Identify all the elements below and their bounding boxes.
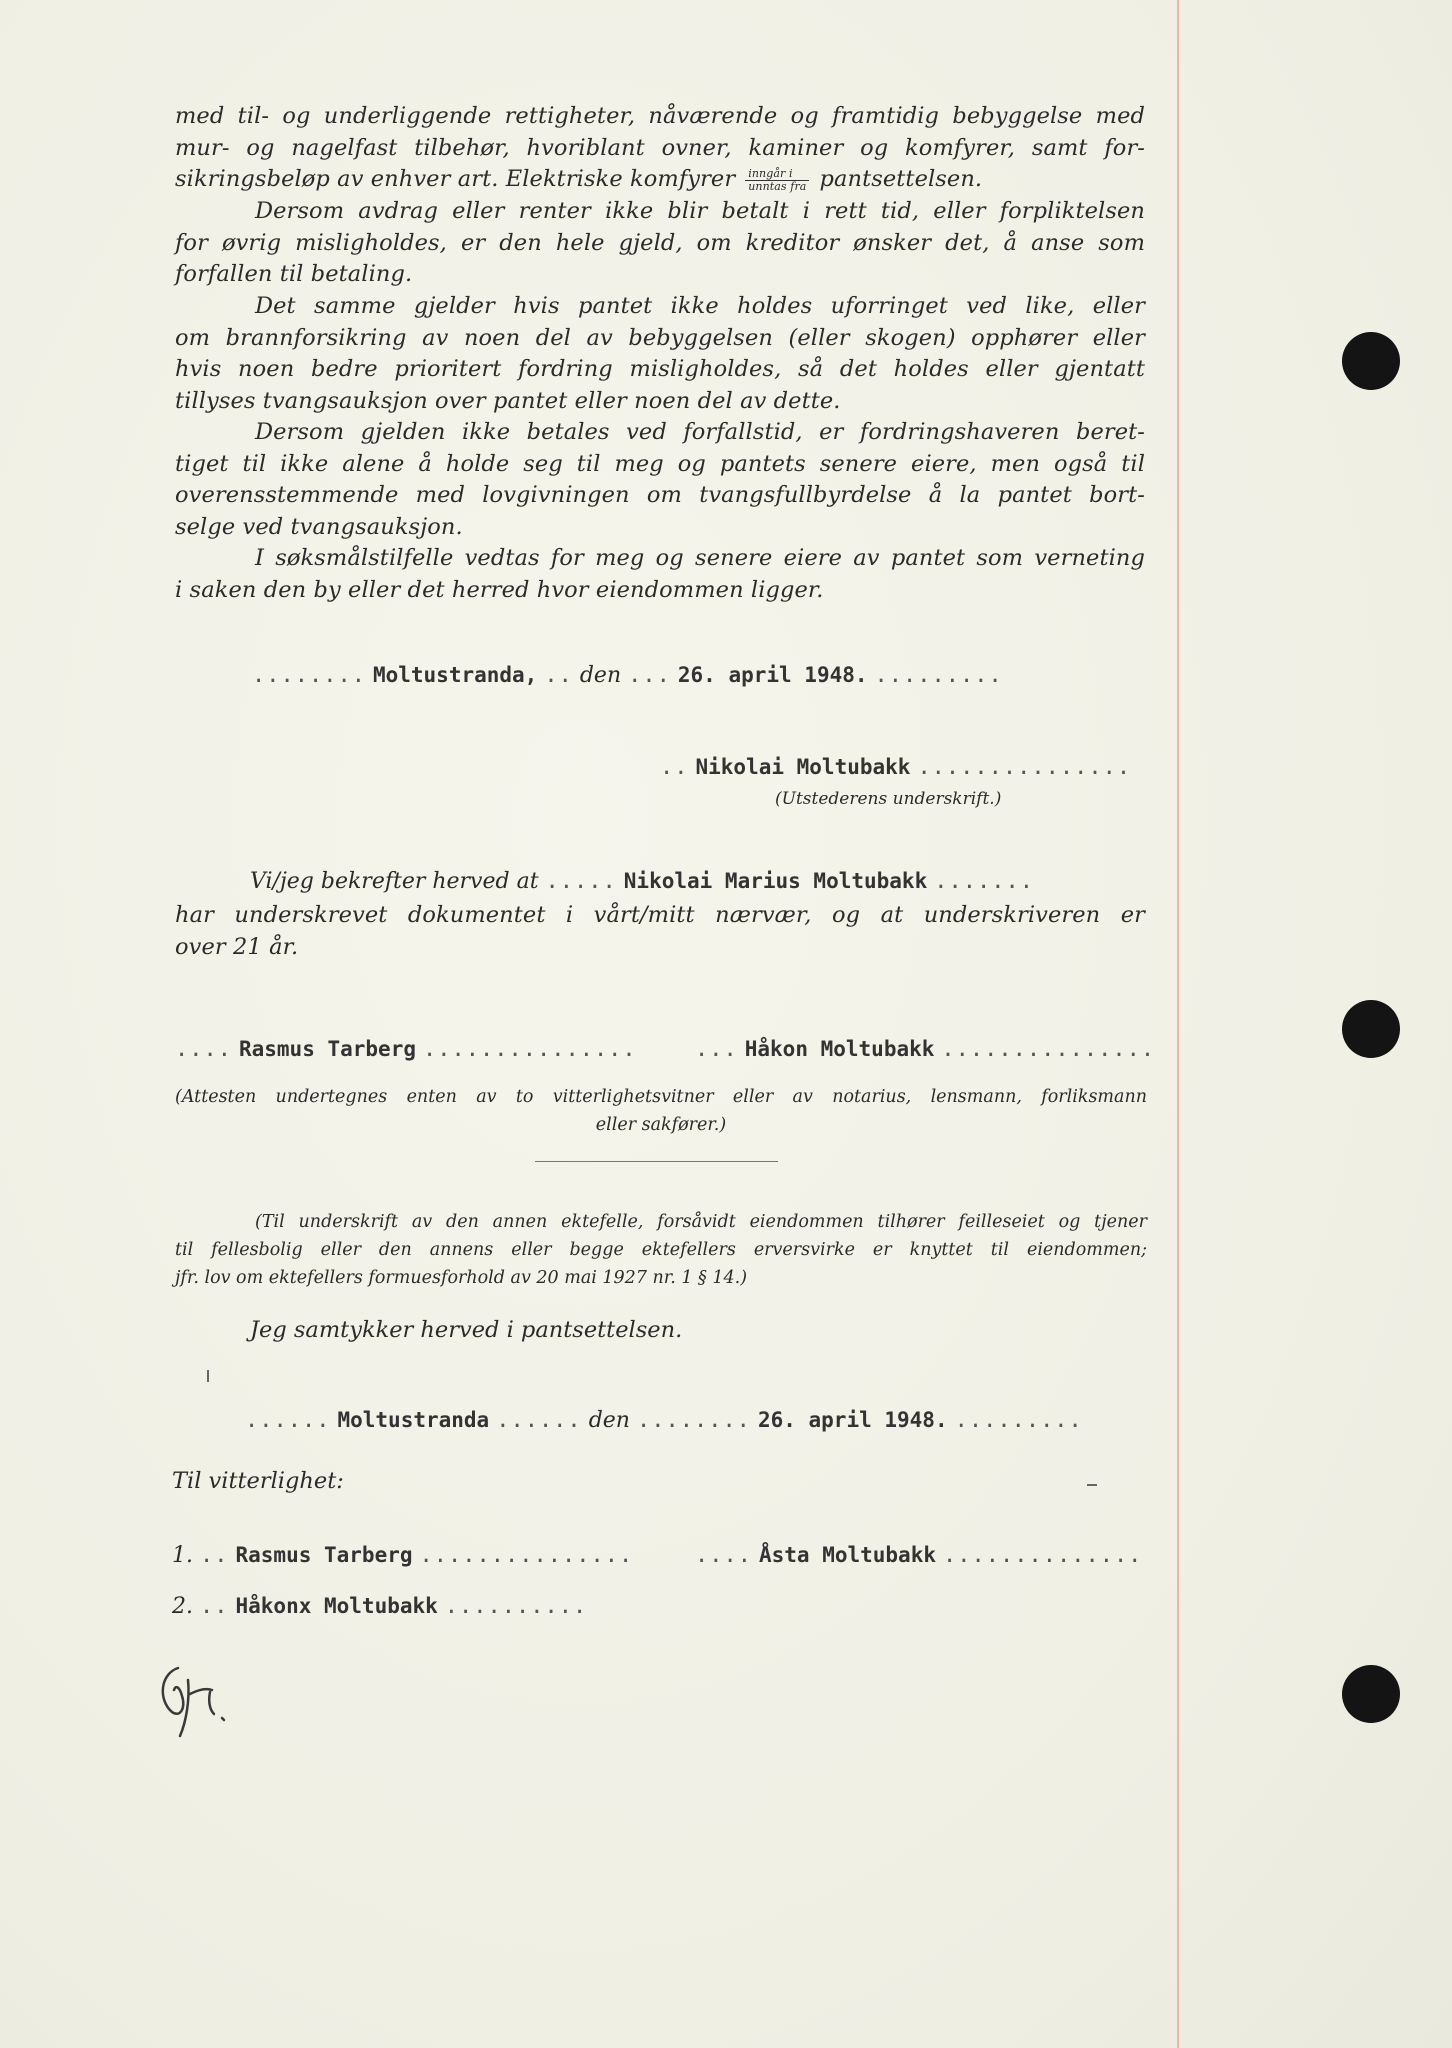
- text-line: i saken den by eller det herred hvor eiendommen ligger.: [175, 576, 824, 603]
- handwritten-initials: [150, 1660, 270, 1740]
- paragraph-default: [175, 196, 1145, 291]
- paragraph-enforcement: [175, 417, 1145, 543]
- issuer-signature-line: [660, 755, 1131, 780]
- witness-1-line: [175, 1037, 637, 1062]
- date-value: 26. april 1948.: [677, 663, 868, 687]
- item-number: 1.: [172, 1543, 193, 1568]
- attestation-item-2: [172, 1594, 587, 1619]
- fill-dots: ........: [636, 1408, 751, 1433]
- den-label-2: den: [588, 1408, 630, 1433]
- witness-2-name: Håkon Moltubakk: [744, 1037, 935, 1061]
- paragraph-maintenance: [175, 291, 1145, 417]
- text-line: tiget til ikke alene å holde seg til meg og pantets senere eiere, men også til: [175, 450, 1145, 477]
- signer-full-name: Nikolai Marius Moltubakk: [623, 869, 928, 893]
- fill-dots: ......: [245, 1408, 331, 1433]
- fill-dots: ..: [200, 1543, 229, 1568]
- fill-dots: .........: [954, 1408, 1083, 1433]
- note-line: til fellesbolig eller den annens eller begge ektefellers erversvirke er knyttet til eiendommen;: [175, 1240, 1147, 1260]
- text-segment: pantsettelsen.: [819, 166, 983, 192]
- text-line: [175, 164, 1145, 196]
- date-value-2: 26. april 1948.: [757, 1408, 948, 1432]
- fill-dots: ...............: [917, 755, 1132, 780]
- fill-dots: ..: [660, 755, 689, 780]
- spouse-note: [175, 1208, 1147, 1292]
- punch-hole: [1342, 332, 1400, 390]
- fill-dots: .......: [934, 869, 1034, 894]
- punch-hole: [1342, 1665, 1400, 1723]
- text-segment: sikringsbeløp av enhver art. Elektriske komfyrer: [175, 166, 736, 192]
- pencil-mark: [1087, 1484, 1097, 1486]
- text-line: overensstemmende med lovgivningen om tvangsfullbyrdelse å la pantet bort-: [175, 482, 1145, 508]
- den-label: den: [579, 663, 622, 688]
- fill-dots: ...: [628, 663, 671, 688]
- paragraph-venue: [175, 543, 1145, 606]
- text-line: mur- og nagelfast tilbehør, hvoriblant ovner, kaminer og komfyrer, samt for-: [175, 134, 1145, 161]
- confirmation-text: Vi/jeg bekrefter herved at: [250, 869, 539, 894]
- note-line: jfr. lov om ektefellers formuesforhold av 20 mai 1927 nr. 1 § 14.): [175, 1268, 748, 1288]
- witness-2-line: [695, 1037, 1155, 1062]
- note-line: (Attesten undertegnes enten av to vitterlighetsvitner eller av notarius, lensmann, forliksmann: [175, 1087, 1147, 1107]
- note-line: eller sakfører.): [595, 1115, 727, 1135]
- attestation-witness-2: Håkonx Moltubakk: [235, 1594, 438, 1618]
- confirmation-line: [250, 869, 1034, 894]
- place-date-line: [252, 663, 1003, 688]
- attestation-item-1: [172, 1543, 633, 1568]
- fill-dots: ....: [695, 1543, 752, 1568]
- fill-dots: .........: [874, 663, 1003, 688]
- fill-dots: ..: [544, 663, 573, 688]
- issuer-signature-caption: (Utstederens underskrift.): [775, 789, 1002, 809]
- text-line: Dersom gjelden ikke betales ved forfallstid, er fordringshaveren beret-: [255, 419, 1145, 445]
- attestation-witness-1: Rasmus Tarberg: [235, 1543, 413, 1567]
- place-value-2: Moltustranda: [337, 1408, 490, 1432]
- fill-dots: ......: [496, 1408, 582, 1433]
- section-separator: [535, 1161, 778, 1162]
- punch-hole: [1342, 1000, 1400, 1058]
- attestation-note: [175, 1083, 1147, 1139]
- consent-text: Jeg samtykker herved i pantsettelsen.: [250, 1317, 683, 1343]
- note-line: (Til underskrift av den annen ektefelle, forsåvidt eiendommen tilhører feilleseiet og tjener: [255, 1212, 1147, 1232]
- fill-dots: ...............: [419, 1543, 634, 1568]
- fill-dots: ...............: [941, 1037, 1156, 1062]
- fill-dots: ...: [695, 1037, 738, 1062]
- option-fraction: [745, 168, 809, 193]
- text-line: over 21 år.: [175, 933, 299, 960]
- fraction-bottom: unntas fra: [748, 179, 807, 193]
- text-line: Dersom avdrag eller renter ikke blir betalt i rett tid, eller forpliktelsen: [255, 198, 1145, 224]
- text-line: har underskrevet dokumentet i vårt/mitt nærvær, og at underskriveren er: [175, 902, 1145, 928]
- fill-dots: ..: [200, 1594, 229, 1619]
- spouse-name: Åsta Moltubakk: [758, 1543, 936, 1567]
- fill-dots: ..............: [943, 1543, 1143, 1568]
- text-line: tillyses tvangsauksjon over pantet eller noen del av dette.: [175, 387, 841, 414]
- fraction-top: inngår i: [745, 168, 809, 181]
- place-value: Moltustranda,: [372, 663, 538, 687]
- confirmation-paragraph: [175, 900, 1145, 963]
- text-line: forfallen til betaling.: [175, 261, 413, 287]
- text-line: Det samme gjelder hvis pantet ikke holdes uforringet ved like, eller: [255, 293, 1145, 319]
- issuer-name: Nikolai Moltubakk: [695, 755, 911, 779]
- text-line: for øvrig misligholdes, er den hele gjeld, om kreditor ønsker det, å anse som: [175, 229, 1145, 256]
- item-number: 2.: [172, 1594, 193, 1619]
- text-line: om brannforsikring av noen del av bebyggelsen (eller skogen) opphører eller: [175, 324, 1145, 351]
- spouse-signature-line: [695, 1543, 1142, 1568]
- witness-1-name: Rasmus Tarberg: [238, 1037, 416, 1061]
- attestation-label: Til vitterlighet:: [172, 1468, 344, 1494]
- fill-dots: ........: [252, 663, 366, 688]
- pencil-mark: [207, 1370, 209, 1382]
- fill-dots: ...............: [423, 1037, 637, 1062]
- fill-dots: ..........: [444, 1594, 588, 1619]
- place-date-line-2: [245, 1408, 1083, 1433]
- text-line: hvis noen bedre prioritert fordring misligholdes, så det holdes eller gjentatt: [175, 356, 1145, 382]
- fill-dots: .....: [545, 869, 617, 894]
- paragraph-rights: [175, 101, 1145, 196]
- text-line: selge ved tvangsauksjon.: [175, 513, 463, 540]
- margin-rule: [1177, 0, 1179, 2048]
- fill-dots: ....: [175, 1037, 232, 1062]
- text-line: med til- og underliggende rettigheter, nåværende og framtidig bebyggelse med: [175, 103, 1145, 129]
- text-line: I søksmålstilfelle vedtas for meg og senere eiere av pantet som verneting: [255, 545, 1145, 571]
